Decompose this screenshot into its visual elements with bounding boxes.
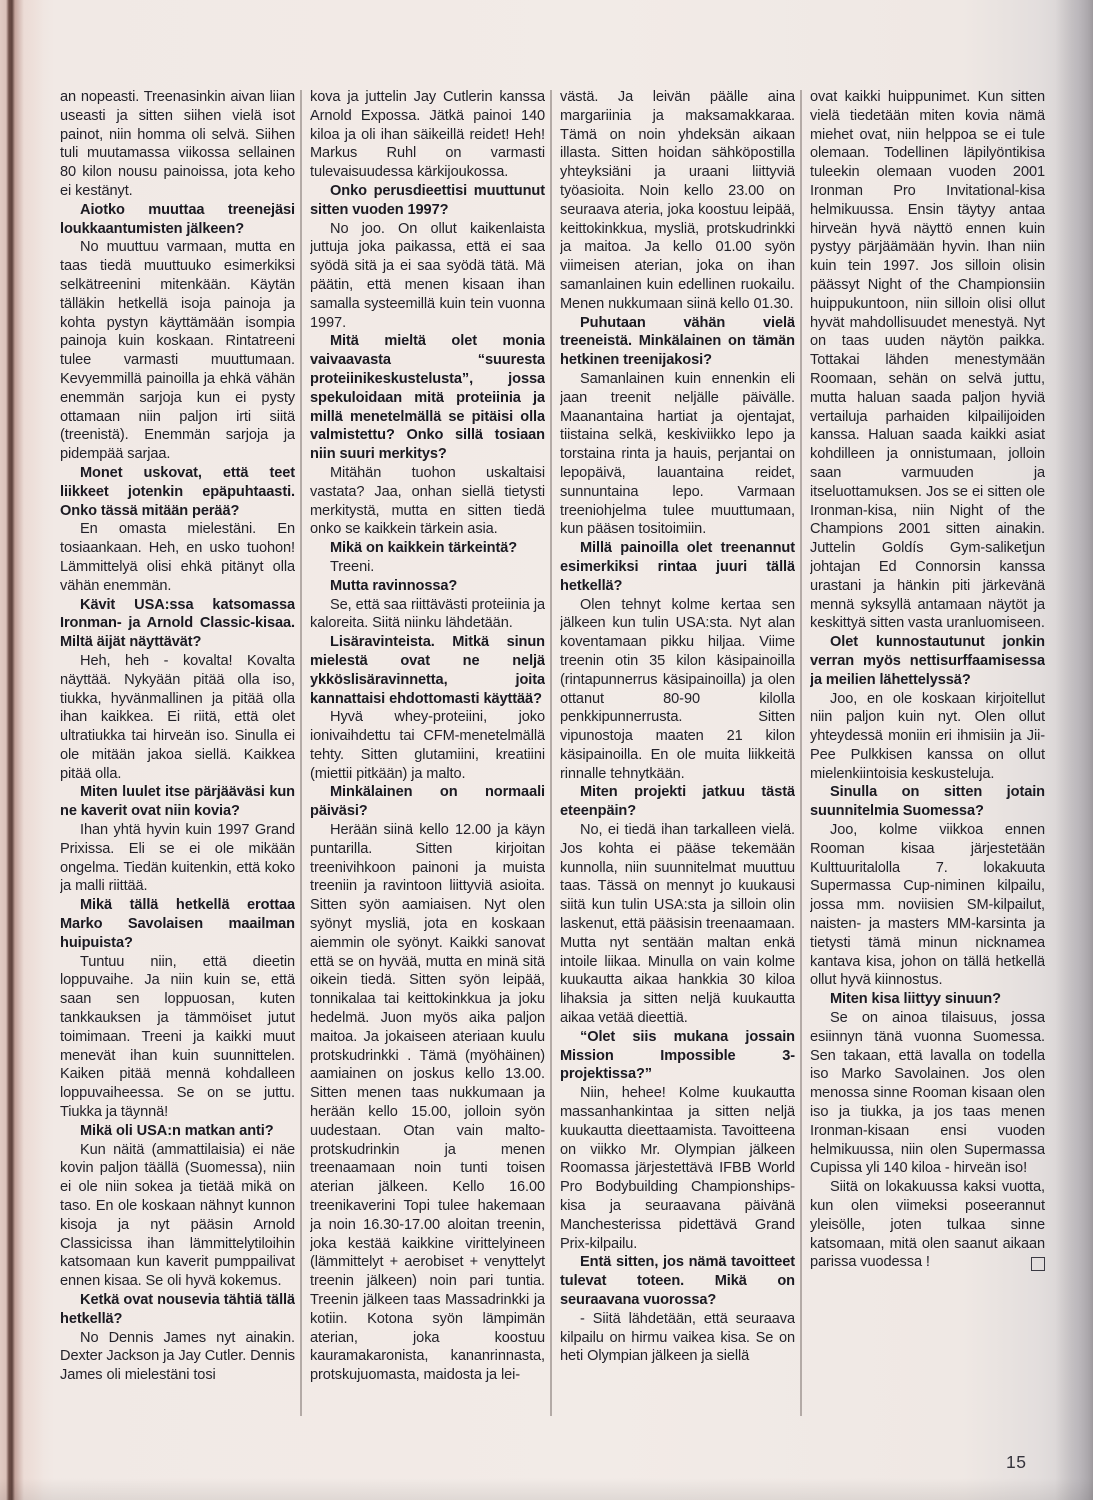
interview-answer: Mitähän tuohon uskaltaisi vastata? Jaa, onhan siellä tietysti merkitystä, mutta en sitten tiedä onko se kaikkein tärkein asia. [310,464,545,538]
interview-answer: ovat kaikki huippunimet. Kun sitten vielä tiedetään miten kovia nämä miehet ovat, niin helppoa se ei tule olemaan. Todellinen läpilyöntikisa tuleekin olemaan vuoden 2001 Ironman Pro Invitational-kisa helmikuussa. Ensin täytyy antaa hirveän hyvä näyttö ennen kuin pystyy pärjäämään hyvin. Ihan niin kuin tein 1997. Jos silloin olisin päässyt Night of the Championsiin huippukuntoon, niin silloin olisi ollut hyvät mahdollisuudet menestyä. Nyt on taas uuden näytön paikka. Tottakai lähden menestymään Roomaan, sehän on selvä juttu, mutta haluan saada paljon hyviä vertailuja parhaiden kilpailijoiden kanssa. Haluan saada kaikki asiat kohdilleen ja onnistumaan, jolloin saan varmuuden ja itseluottamuksen. Jos se ei sitten ole Ironman-kisa, niin Night of the Champions 2001 sitten ainakin. Juttelin Goldís Gym-saliketjun johtajan Ed Connorsin kanssa urastani ja hänkin piti järkevänä mennä syksyllä antamaan näytöt ja keskittyä sitten vasta uranluomiseen. [810,89,1045,632]
interview-answer: Hyvä whey-proteiini, joko ionivaihdettu tai CFM-menetelmällä tehty. Sitten glutamiini, kreatiini (miettii pitkään) ja malto. [310,709,545,782]
interview-question: Mikä tällä hetkellä erottaa Marko Savolaisen maailman huipuista? [60,897,295,951]
interview-question: Miten luulet itse pärjääväsi kun ne kaverit ovat niin kovia? [60,784,295,820]
interview-answer: No muuttuu varmaan, mutta en taas tiedä muuttuuko esimerkiksi selkätreenini mitenkään. Käytän tälläkin hetkellä isoja painoja ja kohta pystyn käyttämään isompia painoja kuin koskaan. Rintatreeni tulee varmasti muuttumaan. Kevyemmillä painoilla ja ehkä vähän enemmän sarjoja kun ei pysty ottamaan niin paljon irti siitä (treenistä). Enemmän sarjoja ja pidempää sarjaa. [60,239,295,463]
column-2 [310,88,545,1424]
page-bottom-shade [0,1478,1093,1500]
interview-answer: Ihan yhtä hyvin kuin 1997 Grand Prixissa. Eli se ei ole mikään ongelma. Tiedän kuitenkin, että koko ja malli riittää. [60,822,295,895]
interview-question: Kävit USA:ssa katsomassa Ironman- ja Arnold Classic-kisaa. Miltä äijät näyttävät? [60,596,295,651]
interview-answer: Joo, en ole koskaan kirjoitellut niin paljon kuin nyt. Olen ollut yhteydessä moniin eri ihmisiin ja Jii-Pee Pulkkisen kanssa on ollut mielenkiintoisia keskusteluja. [810,690,1045,782]
article-columns [0,88,1093,1428]
interview-question: Aiotko muuttaa treenejäsi loukkaantumisten jälkeen? [60,201,295,237]
column-1 [60,88,295,1424]
interview-answer: Tuntuu niin, että dieetin loppuvaihe. Ja niin kuin se, että saan sen loppuosan, kuten tankkauksen ja tämmöiset jutut toimimaan. Treeni ja kaikki muut menevät ihan kuin suunnittelen. Kaiken pitää mennä kohdalleen loppuvaiheessa. Se on se juttu. Tiukka ja täynnä! [60,953,295,1121]
interview-question: Mikä on kaikkein tärkeintä? [330,540,518,557]
interview-question: Monet uskovat, että teet liikkeet jotenkin epäpuhtaasti. Onko tässä mitään perää? [60,464,295,519]
interview-question: Miten kisa liittyy sinuun? [830,991,1001,1008]
interview-answer: Samanlainen kuin ennenkin eli jaan treenit neljälle päivälle. Maanantaina hartiat ja ojentajat, tiistaina selkä, keskiviikko lepo ja torstaina rinta ja hauis, perjantai on lepopäivä, lauantaina reidet, sunnuntaina lepo. Varmaan treeniohjelma tulee muuttumaan, kun pääsen tositoimiin. [560,370,795,538]
interview-answer: Niin, hehee! Kolme kuukautta massanhankintaa ja sitten neljä kuukautta dieettaamista. Tavoitteena on viikko Mr. Olympian jälkeen Roomassa järjestettävä IFBB World Pro Bodybuilding Championships-kisa ja seuraavana päivänä Manchesterissa pidettävä Grand Prix-kilpailu. [560,1085,795,1252]
column-divider [300,90,302,1416]
interview-question: Ketkä ovat nousevia tähtiä tällä hetkellä? [60,1292,295,1327]
interview-question: Mitä mieltä olet monia vaivaavasta “suuresta proteiinikeskustelusta”, jossa spekuloidaan mitä proteiinia ja millä menetelmällä se pitäisi olla valmistettu? Onko sillä tosiaan niin suuri merkitys? [310,333,545,463]
interview-answer: No, ei tiedä ihan tarkalleen vielä. Jos kohta ei pääse tekemään kunnolla, niin suunnitelmat muuttuu taas. Tässä on mennyt jo kuukausi siitä kun tulin USA:sta ja silloin olin laskenut, että pääsisin treenaamaan. Mutta nyt sentään maltan enkä intoile liikaa. Minulla on vain kolme kuukautta aikaa hankkia 30 kiloa lihaksia ja sitten neljä kuukautta aikaa vetää dieettiä. [560,822,795,1027]
column-4 [810,88,1045,1424]
end-of-article-icon [1031,1257,1045,1271]
interview-answer: En omasta mielestäni. En tosiaankaan. Heh, en usko tuohon! Lämmittelyä olisi ehkä pitänyt olla vähän enemmän. [60,521,295,594]
interview-question: Olet kunnostautunut jonkin verran myös nettisurffaamisessa ja meilien lähettelyssä? [810,634,1045,688]
interview-question: Minkälainen on normaali päiväsi? [310,784,545,820]
interview-answer: kova ja juttelin Jay Cutlerin kanssa Arnold Expossa. Jätkä painoi 140 kiloa ja oli ihan säikeillä reidet! Heh! Markus Ruhl on varmasti tulevaisuudessa kärkijoukossa. [310,89,545,181]
column-3 [560,88,795,1424]
page-number: 15 [1006,1452,1027,1472]
interview-answer: No joo. On ollut kaikenlaista juttuja joka paikassa, että ei saa syödä sitä ja ei saa syödä tätä. Mä päätin, että menen kisaan ihan samalla systeemillä kuin tein vuonna 1997. [310,220,545,331]
interview-answer: an nopeasti. Treenasinkin aivan liian useasti ja sitten siihen vielä isot painot, niin homma oli selvä. Siihen tuli muutamassa viikossa sellainen 80 kilon nousu painoissa, jota keho ei kestänyt. [60,89,295,199]
interview-answer: Siitä on lokakuussa kaksi vuotta, kun olen viimeksi poseerannut yleisölle, joten tulkaa sinne katsomaan, mitä olen saanut aikaan parissa vuodessa ! [810,1179,1045,1271]
interview-answer: - Siitä lähdetään, että seuraava kilpailu on hirmu vaikea kisa. Se on heti Olympian jälkeen ja siellä [560,1310,795,1365]
interview-answer: Se on ainoa tilaisuus, jossa esiinnyn tänä vuonna Suomessa. Sen takaan, että lavalla on todella iso Marko Savolainen. Jos olen menossa sinne Rooman kisaan olen iso ja tiukka, ja jos taas menen Ironman-kisaan ensi vuoden helmikuussa, niin olen Supermassa Cupissa yli 140 kiloa - hirveän iso! [810,1010,1045,1177]
interview-question: Millä painoilla olet treenannut esimerkiksi rintaa juuri tällä hetkellä? [560,540,795,594]
interview-question: Onko perusdieettisi muuttunut sitten vuoden 1997? [310,182,545,218]
interview-question: Sinulla on sitten jotain suunnitelmia Suomessa? [810,784,1045,820]
column-divider [550,90,552,1416]
interview-question: Lisäravinteista. Mitkä sinun mielestä ovat ne neljä ykköslisäravinnetta, joita kannattaisi ehdottomasti käyttää? [310,634,545,707]
interview-answer: Joo, kolme viikkoa ennen Rooman kisaa järjestetään Kulttuuritalolla 7. lokakuuta Supermassa Cup-niminen kilpailu, jossa mm. noviisien SM-kilpailut, naisten- ja masters MM-karsinta ja tietysti tämä minun nicknamea kantava kisa, johon on tällä hetkellä ollut hyvä kiinnostus. [810,822,1045,989]
interview-answer: No Dennis James nyt ainakin. Dexter Jackson ja Jay Cutler. Dennis James oli mielestäni tosi [60,1329,295,1384]
interview-answer: Heh, heh - kovalta! Kovalta näyttää. Nykyään pitää olla iso, tiukka, hyvänmallinen ja pitää olla ihan kaikkea. Ei riitä, että olet ultratiukka tai hirveän iso. Sinulla ei ole mitään jakoa siellä. Kaikkea pitää olla. [60,652,295,782]
interview-answer: Kun näitä (ammattilaisia) ei näe kovin paljon täällä (Suomessa), niin ei ole niin sokea ja tietää mikä on taso. En ole koskaan nähnyt kunnon kisoja ja nyt pääsin Arnold Classicissa ihan lämmittelytiloihin katsomaan kun kaverit pumppailivat ennen kisaa. Se oli hyvä kokemus. [60,1141,295,1290]
interview-question: “Olet siis mukana jossain Mission Impossible 3-projektissa?” [560,1028,795,1083]
interview-answer: västä. Ja leivän päälle aina margariinia ja maksamakkaraa. Tämä on noin yhdeksän aikaan illasta. Sitten hoidan sähköpostilla yhteyksiäni ja uraani liittyviä työasioita. Noin kello 23.00 on seuraava ateria, joka koostuu leipää, keittokinkkua, mysliä, protskudrinkki ja maitoa. Ja kello 01.00 syön viimeisen aterian, joka on ihan samanlainen kuin edellinen ruokailu. Menen nukkumaan siinä kello 01.30. [560,89,795,312]
interview-question: Puhutaan vähän vielä treeneistä. Minkälainen on tämän hetkinen treenijakosi? [560,314,795,369]
interview-question: Mikä oli USA:n matkan anti? [80,1122,274,1139]
interview-answer: Treeni. [330,558,375,575]
interview-answer: Olen tehnyt kolme kertaa sen jälkeen kun tulin USA:sta. Nyt alan koventamaan pikku hiljaa. Viime treenin otin 35 kilon käsipainoilla (rintapunnerrus käsipainoilla) ja olen ottanut 80-90 kilolla penkkipunnerrusta. Sitten vipunostoja maaten 21 kilon käsipainoilla. En ole muita liikkeitä rinnalle tehnytkään. [560,596,795,782]
interview-answer: Herään siinä kello 12.00 ja käyn puntarilla. Sitten kirjoitan treenivihkoon painoni ja muista treeniin ja ravintoon liittyviä asioita. Sitten syön aamiaisen. Nyt olen syönyt mysliä, jota en koskaan aiemmin ole syönyt. Kaikki sanovat että se on hyvää, mutta en minä sitä oikein tiedä. Sitten syön leipää, tonnikalaa tai keittokinkkua ja joku hedelmä. Juon myös aika paljon maitoa. Ja jokaiseen ateriaan kuulu protskudrinkki . Tämä (myöhäinen) aamiainen on joskus kello 13.00. Sitten menen taas nukkumaan ja herään kello 15.00, jolloin syön uudestaan. Otan vain malto-protskudrinkin ja menen treenaamaan noin tunti toisen aterian jälkeen. Kello 16.00 treenikaverini Topi tulee hakemaan ja noin 16.30-17.00 aloitan treenin, joka kestää kaikkine virittelyineen (lämmittelyt + aerobiset + venyttelyt treenin jälkeen) noin pari tuntia. Treenin jälkeen taas Massadrinkki ja kotiin. Kotona syön lämpimän aterian, joka koostuu kauramakaronista, kananrinnasta, protskujuomasta, maidosta ja lei- [310,822,545,1384]
interview-question: Mutta ravinnossa? [330,577,458,594]
column-divider [800,90,802,1416]
interview-question: Miten projekti jatkuu tästä eteenpäin? [560,784,795,820]
interview-answer: Se, että saa riittävästi proteiinia ja kaloreita. Siitä niinku lähdetään. [310,596,545,632]
interview-question: Entä sitten, jos nämä tavoitteet tulevat toteen. Mikä on seuraavana vuorossa? [560,1254,795,1308]
